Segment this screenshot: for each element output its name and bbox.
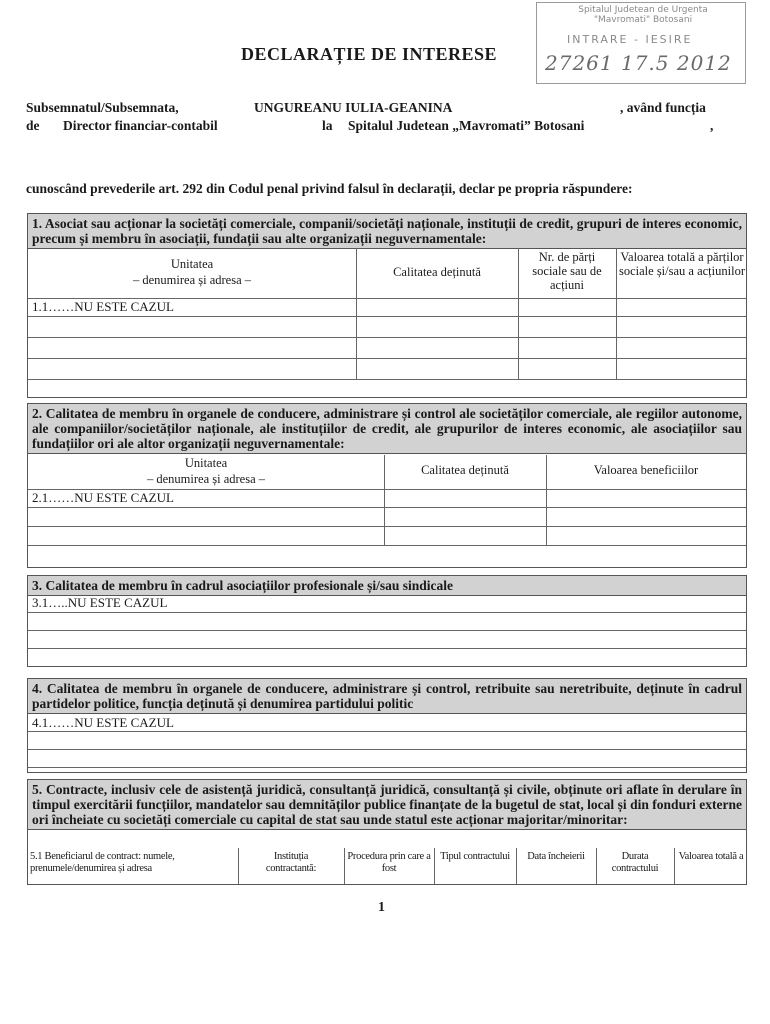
section-4-heading: 4. Calitatea de membru în organele de conducere, administrare și control, retribuite sau neretribuite, deținute în cadrul partidelor politice, funcția deținută și denumirea partidului politic xyxy=(28,679,746,714)
stamp-entry-label: INTRARE - IESIRE xyxy=(567,33,693,46)
trailing-comma: , xyxy=(710,118,714,133)
section-1-heading: 1. Asociat sau acționar la societăți comerciale, companii/societăți naționale, instituții de credit, grupuri de interes economic, precum și membru în asociații, fundații sau alte organizații neguvernamentale: xyxy=(28,214,746,249)
document-title: DECLARAȚIE DE INTERESE xyxy=(241,44,498,64)
section-3-row xyxy=(28,595,746,613)
section-2-header-row xyxy=(28,455,746,490)
col-unit-title: Unitatea xyxy=(184,456,228,470)
col-contract-type: Tipul contractului xyxy=(440,851,510,862)
label-de: de xyxy=(26,118,40,133)
declarant-name: UNGUREANU IULIA-GEANINA xyxy=(254,100,453,115)
col-quality: Calitatea deținută xyxy=(421,463,509,477)
section-1 xyxy=(27,213,747,398)
stamp-registration-number: 27261 17.5 2012 xyxy=(545,51,732,75)
col-shares-count: Nr. de părți sociale sau de acțiuni xyxy=(532,250,602,292)
col-contract-duration: Durata contractului xyxy=(611,851,659,874)
section-3-row xyxy=(28,631,746,649)
col-quality: Calitatea deținută xyxy=(393,265,481,279)
section-2-row xyxy=(28,490,746,508)
declarant-function: Director financiar-contabil xyxy=(63,118,218,133)
col-total-value: Valoarea totală a xyxy=(678,851,744,862)
col-contract-beneficiary: 5.1 Beneficiarul de contract: numele, prenumele/denumirea și adresa xyxy=(30,851,175,874)
col-unit-subtitle: – denumirea și adresa – xyxy=(146,472,265,486)
section-1-row xyxy=(28,338,746,359)
section-4-row xyxy=(28,750,746,768)
col-shares-value: Valoarea totală a părților sociale și/sau a acțiunilor xyxy=(618,250,745,278)
section-3-heading: 3. Calitatea de membru în cadrul asociațiilor profesionale și/sau sindicale xyxy=(28,576,746,596)
registration-stamp xyxy=(536,2,746,84)
col-procedure: Procedura prin care a fost xyxy=(347,851,431,874)
section-2-entry: 2.1……NU ESTE CAZUL xyxy=(32,490,174,505)
col-unit-subtitle: – denumirea și adresa – xyxy=(132,273,251,287)
section-4-row xyxy=(28,732,746,750)
section-2-row xyxy=(28,527,746,546)
col-conclusion-date: Data încheierii xyxy=(527,851,585,862)
section-1-entry: 1.1……NU ESTE CAZUL xyxy=(32,299,174,314)
section-5 xyxy=(27,779,747,885)
label-avand-functia: , având funcția xyxy=(620,100,706,115)
section-4-row xyxy=(28,715,746,732)
col-unit-title: Unitatea xyxy=(170,257,214,271)
section-1-row xyxy=(28,317,746,338)
declaration-intro: cunoscând prevederile art. 292 din Codul penal privind falsul în declarații, declar pe propria răspundere: xyxy=(26,181,633,196)
stamp-institution-city: "Mavromati" Botosani xyxy=(593,15,693,25)
section-2-row xyxy=(28,508,746,527)
section-1-row xyxy=(28,299,746,317)
section-5-header-row xyxy=(28,848,746,884)
section-1-row xyxy=(28,359,746,380)
section-5-heading: 5. Contracte, inclusiv cele de asistență juridică, consultanță juridică, consultanță și civile, obținute ori aflate în derulare în timpul exercitării funcțiilor, mandatelor sau demnităților publice finanțate de la bugetul de stat, local și din fonduri externe ori încheiate cu societăți comerciale cu capital de stat sau unde statul este acționar majoritar/minoritar: xyxy=(28,780,746,830)
stamp-institution: Spitalul Judetean de Urgenta xyxy=(578,5,708,15)
section-2-heading: 2. Calitatea de membru în organele de conducere, administrare și control ale societăților comerciale, ale regiilor autonome, ale companiilor/societăților naționale, ale instituțiilor de credit, ale grupurilor de interes economic, ale asociațiilor sau fundațiilor ori ale altor organizații neguvernamentale: xyxy=(28,404,746,454)
section-4 xyxy=(27,678,747,773)
declarant-institution: Spitalul Judetean „Mavromati” Botosani xyxy=(348,118,585,133)
section-4-entry: 4.1……NU ESTE CAZUL xyxy=(32,715,174,730)
label-subsemnatul: Subsemnatul/Subsemnata, xyxy=(26,100,179,115)
col-benefit-value: Valoarea beneficiilor xyxy=(593,463,699,477)
section-3 xyxy=(27,575,747,667)
section-3-entry: 3.1…..NU ESTE CAZUL xyxy=(32,595,168,610)
label-la: la xyxy=(322,118,333,133)
page-number: 1 xyxy=(378,900,385,915)
section-3-row xyxy=(28,613,746,631)
section-1-header-row xyxy=(28,248,746,299)
section-2 xyxy=(27,403,747,568)
col-contracting-institution: Instituția contractantă: xyxy=(265,851,317,874)
